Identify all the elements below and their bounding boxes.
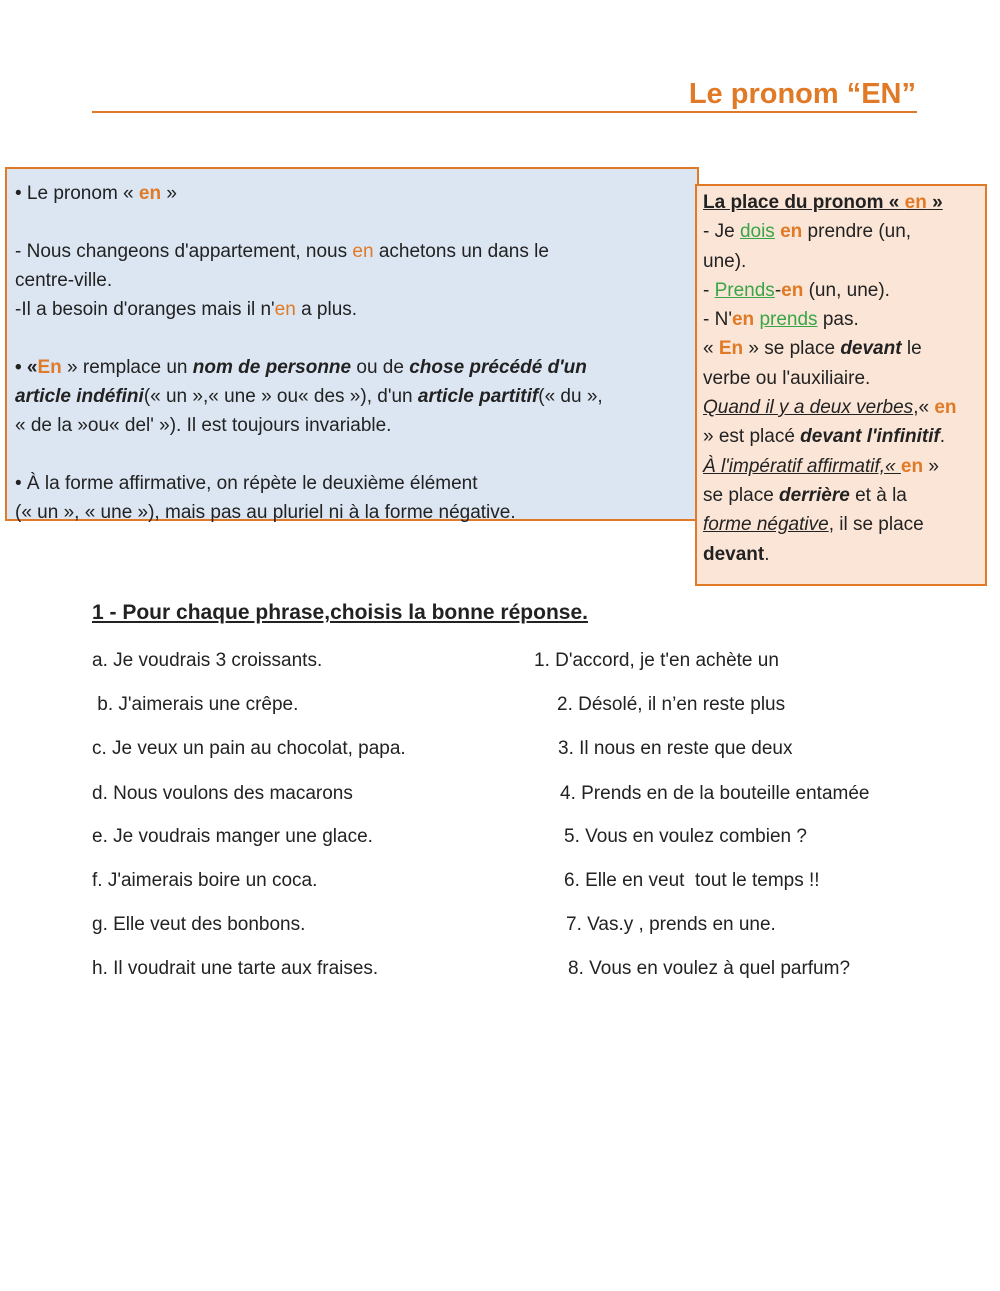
exercise-answer-8: 8. Vous en voulez à quel parfum?	[568, 958, 851, 979]
info-box	[5, 167, 699, 521]
place-box	[695, 184, 987, 586]
exercise-question-d: d. Nous voulons des macarons	[92, 783, 353, 804]
place-line: « En » se place devant le	[703, 338, 922, 360]
place-line: - Je dois en prendre (un,	[703, 221, 912, 243]
place-line: devant.	[703, 543, 770, 565]
exercise-answer-7: 7. Vas.y , prends en une.	[566, 914, 776, 935]
place-line: À l'impératif affirmatif,« en »	[703, 455, 939, 477]
info-rule-2: • À la forme affirmative, on répète le deuxième élément	[15, 473, 478, 494]
exercise-answer-4: 4. Prends en de la bouteille entamée	[560, 783, 870, 804]
exercise-question-e: e. Je voudrais manger une glace.	[92, 826, 373, 847]
place-title: La place du pronom « en »	[703, 192, 943, 213]
place-line: » est placé devant l'infinitif.	[703, 426, 946, 448]
exercise-question-a: a. Je voudrais 3 croissants.	[92, 650, 323, 671]
exercise-answer-6: 6. Elle en veut tout le temps !!	[564, 870, 820, 891]
place-line: forme négative, il se place	[703, 514, 924, 536]
exercise-question-c: c. Je veux un pain au chocolat, papa.	[92, 738, 406, 759]
info-rule-1: • «En » remplace un nom de personne ou de chose précédé d'un	[15, 357, 587, 378]
exercise-answer-3: 3. Il nous en reste que deux	[558, 738, 793, 759]
info-heading: • Le pronom « en »	[15, 183, 177, 204]
place-line: verbe ou l'auxiliaire.	[703, 367, 871, 389]
place-line: se place derrière et à la	[703, 484, 907, 506]
exercise-answer-1: 1. D'accord, je t'en achète un	[534, 650, 779, 671]
info-example-2: -Il a besoin d'oranges mais il n'en a plus.	[15, 299, 358, 320]
info-example-1: - Nous changeons d'appartement, nous en achetons un dans le	[15, 241, 549, 262]
exercise-question-f: f. J'aimerais boire un coca.	[92, 870, 318, 891]
info-rule-1-end: « de la »ou« del' »). Il est toujours invariable.	[15, 415, 392, 436]
info-example-1-cont: centre-ville.	[15, 270, 113, 291]
info-rule-2-cont: (« un », « une »), mais pas au pluriel ni à la forme négative.	[15, 502, 516, 523]
title-underline	[92, 111, 917, 113]
exercise-answer-5: 5. Vous en voulez combien ?	[564, 826, 807, 847]
exercise-question-b: b. J'aimerais une crêpe.	[92, 694, 299, 715]
info-rule-1-cont: article indéfini(« un »,« une » ou« des »), d'un article partitif(« du »,	[15, 386, 603, 407]
exercise-question-h: h. Il voudrait une tarte aux fraises.	[92, 958, 379, 979]
exercise-answer-2: 2. Désolé, il n’en reste plus	[557, 694, 786, 715]
place-line: une).	[703, 250, 747, 272]
place-line: Quand il y a deux verbes,« en	[703, 397, 957, 419]
place-line: - Prends-en (un, une).	[703, 279, 890, 301]
exercise-question-g: g. Elle veut des bonbons.	[92, 914, 306, 935]
place-line: - N'en prends pas.	[703, 309, 859, 331]
exercise-title: 1 - Pour chaque phrase,choisis la bonne réponse.	[92, 601, 588, 624]
page-title: Le pronom “EN”	[688, 78, 916, 110]
